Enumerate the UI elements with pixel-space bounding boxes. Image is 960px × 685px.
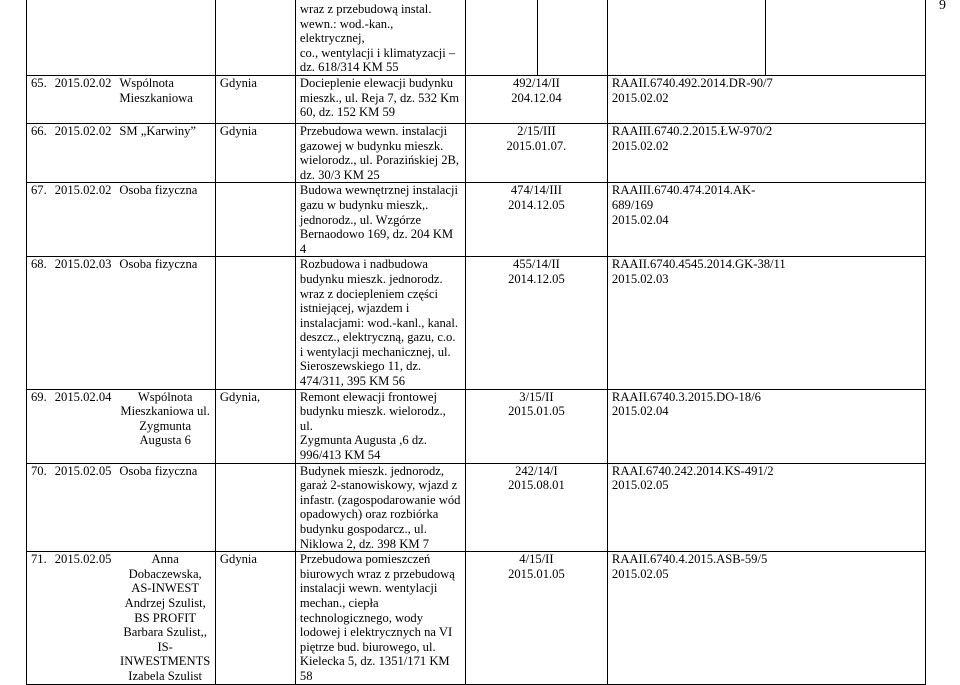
table-row (27, 463, 926, 552)
description-cell: wraz z przebudową instal. wewn.: wod.-kan., elektrycznej, co., wentylacji i klimatyzacji – dz. 618/314 KM 55 (295, 0, 465, 75)
table-row (27, 257, 926, 389)
row-case: RAAII.6740.3.2015.DO-18/6 2015.02.04 (607, 389, 925, 463)
row-case: RAAII.6740.4.2015.ASB-59/5 2015.02.05 (607, 552, 925, 684)
row-date: 2015.02.05 (51, 463, 116, 552)
row-place (215, 257, 295, 389)
row-investor: Osoba fizyczna (115, 183, 215, 257)
page-number: 9 (939, 0, 946, 13)
row-decision: 474/14/III 2014.12.05 (465, 183, 607, 257)
table-row (27, 389, 926, 463)
row-investor: Wspólnota Mieszkaniowa (115, 75, 215, 123)
row-place: Gdynia (215, 123, 295, 182)
row-date: 2015.02.02 (51, 183, 116, 257)
row-description: Przebudowa pomieszczeń biurowych wraz z przebudową instalacji wewn. wentylacji mechan., ciepła technologicznego, wody lodowej i elektrycznych na VI piętrze bud. biurowego, ul. Kielecka 5, dz. 1351/171 KM 58 (295, 552, 465, 684)
row-date: 2015.02.04 (51, 389, 116, 463)
row-number: 70. (27, 463, 51, 552)
row-number: 65. (27, 75, 51, 123)
row-place (215, 183, 295, 257)
permit-register-table (26, 0, 926, 685)
row-investor: Wspólnota Mieszkaniowa ul. Zygmunta Augusta 6 (115, 389, 215, 463)
row-date: 2015.02.02 (51, 75, 116, 123)
row-description: Budowa wewnętrznej instalacji gazu w budynku mieszk,. jednorodz., ul. Wzgórze Bernaodowo 169, dz. 204 KM 4 (295, 183, 465, 257)
table-row (27, 75, 926, 123)
row-case: RAAIII.6740.2.2015.ŁW-970/2 2015.02.02 (607, 123, 925, 182)
table-row (27, 123, 926, 182)
row-date: 2015.02.05 (51, 552, 116, 684)
row-number: 68. (27, 257, 51, 389)
row-decision: 455/14/II 2014.12.05 (465, 257, 607, 389)
row-decision: 2/15/III 2015.01.07. (465, 123, 607, 182)
row-description: Docieplenie elewacji budynku mieszk., ul. Reja 7, dz. 532 Km 60, dz. 152 KM 59 (295, 75, 465, 123)
row-case: RAAIII.6740.474.2014.AK- 689/169 2015.02.04 (607, 183, 925, 257)
table-row (27, 552, 926, 684)
row-case: RAAII.6740.4545.2014.GK-38/11 2015.02.03 (607, 257, 925, 389)
row-number: 66. (27, 123, 51, 182)
row-decision: 242/14/I 2015.08.01 (465, 463, 607, 552)
row-investor: SM „Karwiny” (115, 123, 215, 182)
row-place (215, 463, 295, 552)
row-description: Remont elewacji frontowej budynku mieszk. wielorodz., ul. Zygmunta Augusta ,6 dz. 996/413 KM 54 (295, 389, 465, 463)
row-number: 71. (27, 552, 51, 684)
row-place: Gdynia (215, 552, 295, 684)
row-place: Gdynia, (215, 389, 295, 463)
row-description: Rozbudowa i nadbudowa budynku mieszk. jednorodz. wraz z dociepleniem części istniejącej, wjazdem i instalacjami: wod.-kanl., kanal. deszcz., elektryczną, gazu, c.o. i wentylacji mechanicznej, ul. Sieroszewskiego 11, dz. 474/311, 395 KM 56 (295, 257, 465, 389)
row-place: Gdynia (215, 75, 295, 123)
row-description: Budynek mieszk. jednorodz, garaż 2-stanowiskowy, wjazd z infastr. (zagospodarowanie wód opadowych) oraz rozbiórka budynku gospodarcz., ul. Niklowa 2, dz. 398 KM 7 (295, 463, 465, 552)
row-decision: 492/14/II 204.12.04 (465, 75, 607, 123)
row-case: RAAII.6740.492.2014.DR-90/7 2015.02.02 (607, 75, 925, 123)
row-case: RAAI.6740.242.2014.KS-491/2 2015.02.05 (607, 463, 925, 552)
row-decision: 3/15/II 2015.01.05 (465, 389, 607, 463)
row-decision: 4/15/II 2015.01.05 (465, 552, 607, 684)
row-number: 67. (27, 183, 51, 257)
row-investor: Osoba fizyczna (115, 257, 215, 389)
row-investor: Osoba fizyczna (115, 463, 215, 552)
row-date: 2015.02.02 (51, 123, 116, 182)
table-row (27, 183, 926, 257)
row-investor: Anna Dobaczewska, AS-INWEST Andrzej Szulist, BS PROFIT Barbara Szulist,, IS- INWESTMENTS Izabela Szulist (115, 552, 215, 684)
row-description: Przebudowa wewn. instalacji gazowej w budynku mieszk. wielorodz., ul. Porazińskiej 2B, dz. 30/3 KM 25 (295, 123, 465, 182)
table-row-continued (27, 0, 926, 75)
row-date: 2015.02.03 (51, 257, 116, 389)
row-number: 69. (27, 389, 51, 463)
